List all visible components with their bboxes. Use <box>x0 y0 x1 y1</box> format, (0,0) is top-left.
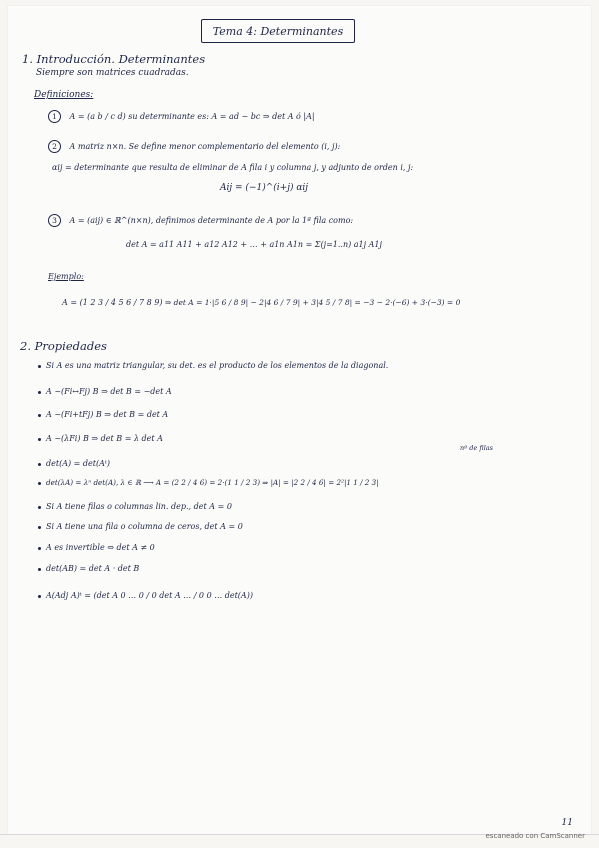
section-1-heading-text: 1. Introducción. Determinantes <box>22 52 206 66</box>
section-2-heading <box>20 339 107 353</box>
page-title <box>201 19 355 43</box>
definition-2-text: A matriz n×n. Se define menor complementario del elemento (i, j): <box>69 142 341 151</box>
example-heading <box>48 272 84 281</box>
definitions-heading <box>34 90 93 100</box>
definition-1-text: A = (a b / c d) su determinante es: A = ad − bc ⇒ det A ó |A| <box>69 112 315 121</box>
example-heading-text: Ejemplo: <box>48 272 84 281</box>
property-text: A ~(Fi+tFj) B ⇒ det B = det A <box>46 410 169 419</box>
property-text: Si A es una matriz triangular, su det. es el producto de los elementos de la diagonal. <box>46 361 389 370</box>
definition-3-formula <box>126 240 382 249</box>
example-line <box>62 298 460 307</box>
bullet-icon <box>38 506 41 509</box>
property-text: A ~(Fi↔Fj) B ⇒ det B = −det A <box>46 387 172 396</box>
notebook-page <box>8 6 591 834</box>
bullet-icon <box>38 463 41 466</box>
bullet-icon <box>38 568 41 571</box>
property-text: A(Adj A)ᵗ = (det A 0 … 0 / 0 det A … / 0 0 … det(A)) <box>46 591 253 600</box>
definition-3 <box>48 214 353 227</box>
bullet-icon <box>38 526 41 529</box>
scanner-watermark <box>485 832 585 840</box>
property-item <box>38 502 232 511</box>
property-text: det(A) = det(Aᵗ) <box>46 459 110 468</box>
bullet-icon <box>38 547 41 550</box>
definition-1 <box>48 110 315 123</box>
example-matrix: A = (1 2 3 / 4 5 6 / 7 8 9) <box>62 298 163 307</box>
section-1-subtitle-text: Siempre son matrices cuadradas. <box>36 68 189 78</box>
bullet-icon <box>38 391 41 394</box>
definition-2-formula-text: Aij = (−1)^(i+j) αij <box>220 183 309 193</box>
property-item <box>38 543 155 552</box>
definition-3-text: A = (aij) ∈ ℝ^(n×n), definimos determinante de A por la 1ª fila como: <box>69 216 354 225</box>
page-title-text: Tema 4: Determinantes <box>212 24 344 38</box>
section-1-heading <box>22 52 205 66</box>
property-text: det(λA) = λⁿ det(A), λ ∈ ℝ ⟶ A = (2 2 / 4 6) = 2·(1 1 / 2 3) ⇒ |A| = |2 2 / 4 6| = 2²|1 1 / 2 3| <box>46 478 379 487</box>
definition-2-detail <box>52 163 413 172</box>
definition-1-number: 1 <box>48 110 61 123</box>
page-number-text: 11 <box>561 818 573 828</box>
property-text: Si A tiene filas o columnas lin. dep., det A = 0 <box>46 502 232 511</box>
note-filas <box>460 444 493 452</box>
definition-2 <box>48 140 340 153</box>
definition-2-formula <box>220 183 308 193</box>
property-item <box>38 387 172 396</box>
note-filas-text: nº de filas <box>460 444 494 452</box>
section-2-heading-text: 2. Propiedades <box>20 339 107 353</box>
property-item <box>38 522 243 531</box>
bullet-icon <box>38 365 41 368</box>
definition-2-number: 2 <box>48 140 61 153</box>
example-calculation: ⇒ det A = 1·|5 6 / 8 9| − 2|4 6 / 7 9| + 3|4 5 / 7 8| = −3 − 2·(−6) + 3·(−3) = 0 <box>164 298 461 307</box>
property-item <box>38 591 253 600</box>
bullet-icon <box>38 482 41 485</box>
property-text: A es invertible ⇔ det A ≠ 0 <box>46 543 155 552</box>
definition-3-formula-text: det A = a11 A11 + a12 A12 + … + a1n A1n = Σ(j=1..n) a1j A1j <box>126 240 382 249</box>
property-item <box>38 434 163 443</box>
property-text: Si A tiene una fila o columna de ceros, det A = 0 <box>46 522 243 531</box>
bullet-icon <box>38 414 41 417</box>
bullet-icon <box>38 438 41 441</box>
section-1-subtitle <box>36 68 189 78</box>
scanner-watermark-text: escaneado con CamScanner <box>485 832 585 840</box>
property-item <box>38 361 388 370</box>
property-item <box>38 564 139 573</box>
property-text: det(AB) = det A · det B <box>46 564 140 573</box>
property-text: A ~(λFi) B ⇒ det B = λ det A <box>46 434 163 443</box>
property-item <box>38 410 168 419</box>
definitions-heading-text: Definiciones: <box>34 90 94 100</box>
bullet-icon <box>38 595 41 598</box>
property-item <box>38 478 379 487</box>
definition-3-number: 3 <box>48 214 61 227</box>
property-item <box>38 459 110 468</box>
definition-2-detail-text: αij = determinante que resulta de eliminar de A fila i y columna j, y adjunto de orden i, j: <box>52 163 414 172</box>
page-number <box>562 818 573 828</box>
